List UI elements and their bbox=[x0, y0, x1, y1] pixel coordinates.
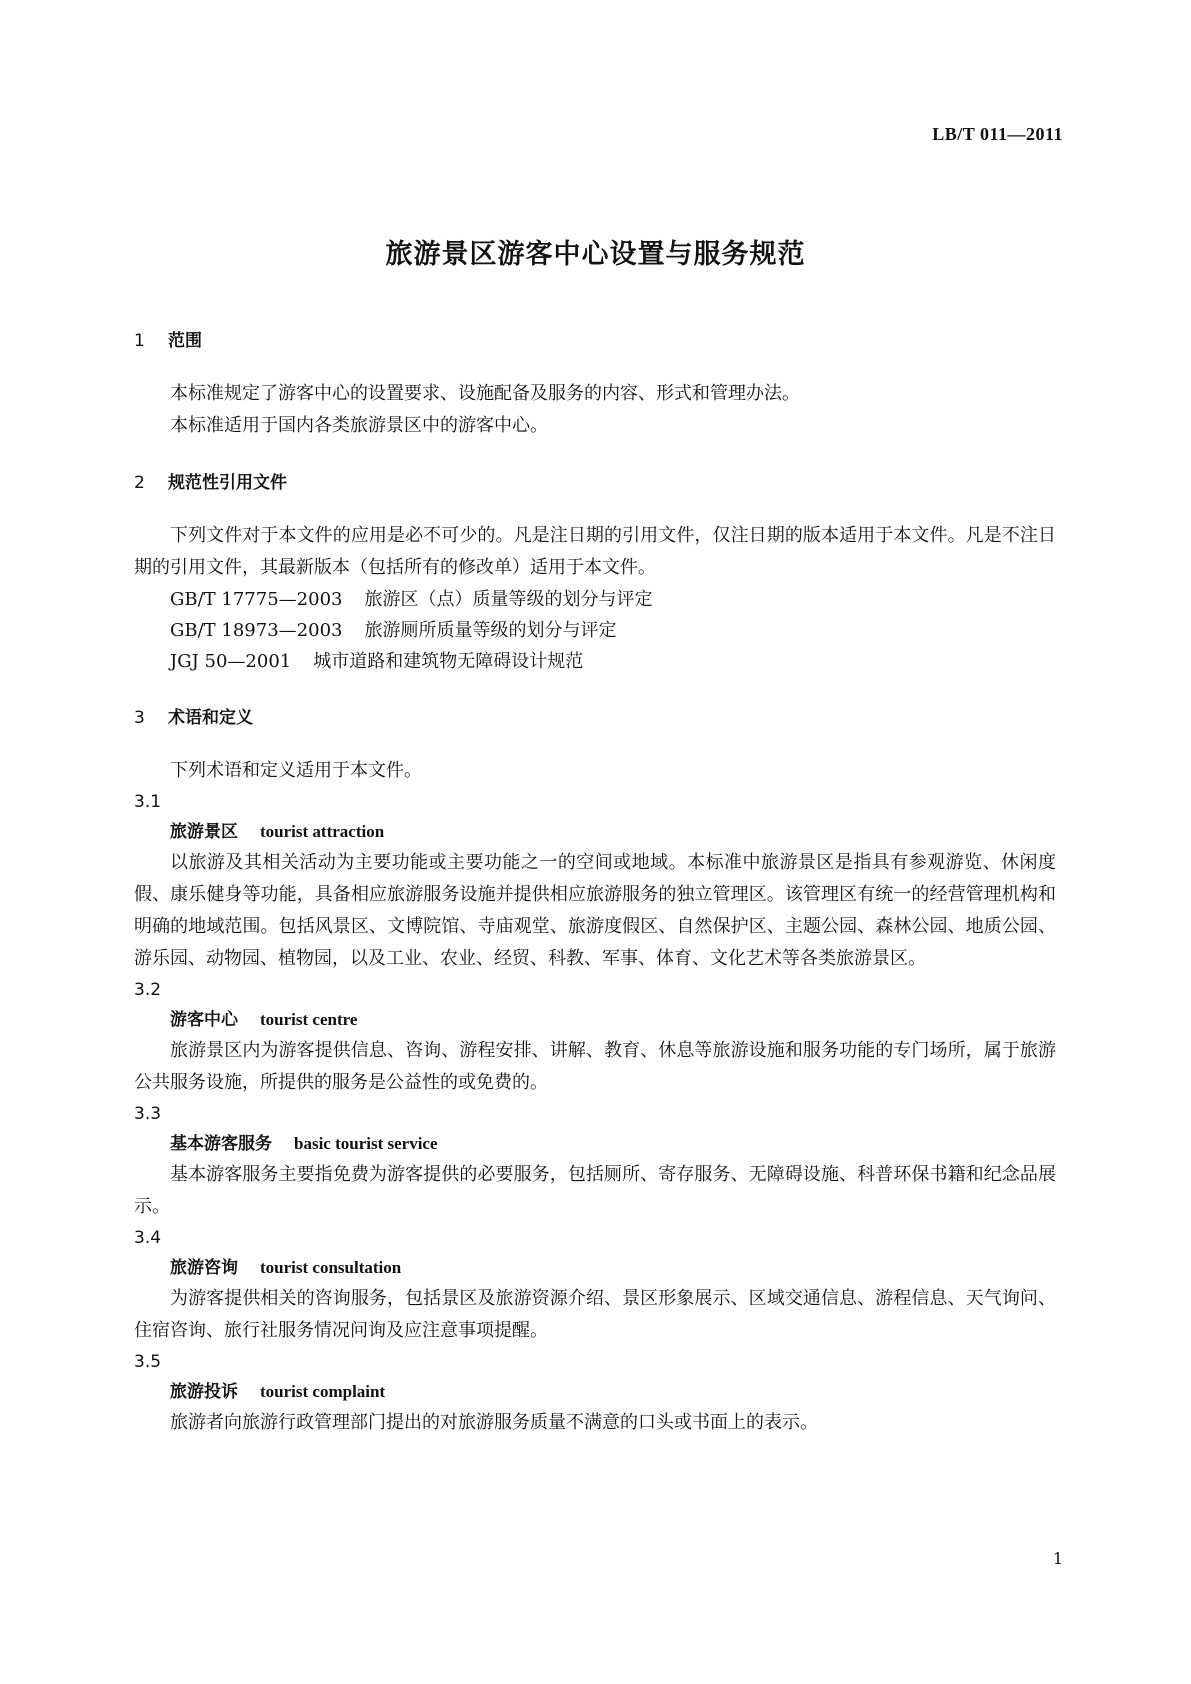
page-number: 1 bbox=[1052, 1549, 1063, 1568]
term-en: tourist centre bbox=[260, 1010, 358, 1029]
section-title: 范围 bbox=[168, 331, 202, 351]
section-heading bbox=[134, 707, 1056, 729]
term-number: 3.5 bbox=[134, 1352, 162, 1372]
section-title: 术语和定义 bbox=[168, 708, 253, 728]
section-number: 1 bbox=[134, 331, 145, 351]
section-scope bbox=[134, 330, 1056, 442]
term-entry bbox=[134, 1347, 1056, 1439]
term-number: 3.4 bbox=[134, 1228, 162, 1248]
section-heading bbox=[134, 330, 1056, 352]
term-definition: 为游客提供相关的咨询服务，包括景区及旅游资源介绍、景区形象展示、区域交通信息、游程信息、天气询问、住宿咨询、旅行社服务情况问询及应注意事项提醒。 bbox=[134, 1288, 1056, 1341]
reference-code: GB/T 17775—2003 bbox=[170, 589, 343, 610]
paragraph: 下列文件对于本文件的应用是必不可少的。凡是注日期的引用文件，仅注日期的版本适用于本文件。凡是不注日期的引用文件，其最新版本（包括所有的修改单）适用于本文件。 bbox=[134, 525, 1056, 578]
term-definition: 旅游者向旅游行政管理部门提出的对旅游服务质量不满意的口头或书面上的表示。 bbox=[170, 1412, 818, 1433]
reference-item bbox=[134, 584, 1056, 615]
paragraph: 下列术语和定义适用于本文件。 bbox=[170, 760, 422, 781]
reference-code: GB/T 18973—2003 bbox=[170, 620, 343, 641]
term-en: tourist complaint bbox=[260, 1382, 386, 1401]
reference-item bbox=[134, 646, 1056, 677]
section-normative-references bbox=[134, 472, 1056, 677]
reference-title: 城市道路和建筑物无障碍设计规范 bbox=[313, 651, 584, 672]
term-heading bbox=[134, 1005, 1056, 1035]
standard-code: LB/T 011—2011 bbox=[932, 124, 1063, 144]
section-number: 3 bbox=[134, 708, 145, 728]
paragraph: 本标准规定了游客中心的设置要求、设施配备及服务的内容、形式和管理办法。 bbox=[170, 383, 800, 404]
term-zh: 旅游投诉 bbox=[170, 1382, 238, 1402]
term-en: tourist consultation bbox=[260, 1258, 402, 1277]
reference-item bbox=[134, 615, 1056, 646]
term-number: 3.1 bbox=[134, 792, 162, 812]
section-number: 2 bbox=[134, 473, 145, 493]
term-zh: 旅游景区 bbox=[170, 822, 238, 842]
term-zh: 游客中心 bbox=[170, 1010, 238, 1030]
term-heading bbox=[134, 1253, 1056, 1283]
document-body bbox=[134, 330, 1056, 1439]
reference-title: 旅游区（点）质量等级的划分与评定 bbox=[364, 589, 653, 610]
reference-code: JGJ 50—2001 bbox=[170, 651, 292, 672]
term-zh: 旅游咨询 bbox=[170, 1258, 238, 1278]
term-entry bbox=[134, 1099, 1056, 1223]
term-heading bbox=[134, 1129, 1056, 1159]
term-definition: 基本游客服务主要指免费为游客提供的必要服务，包括厕所、寄存服务、无障碍设施、科普环保书籍和纪念品展示。 bbox=[134, 1164, 1056, 1217]
term-zh: 基本游客服务 bbox=[170, 1134, 272, 1154]
term-definition: 旅游景区内为游客提供信息、咨询、游程安排、讲解、教育、休息等旅游设施和服务功能的专门场所，属于旅游公共服务设施，所提供的服务是公益性的或免费的。 bbox=[134, 1040, 1056, 1093]
section-terms-and-definitions bbox=[134, 707, 1056, 1439]
term-number: 3.2 bbox=[134, 980, 162, 1000]
term-entry bbox=[134, 1223, 1056, 1347]
term-entry bbox=[134, 787, 1056, 975]
term-entry bbox=[134, 975, 1056, 1099]
paragraph: 本标准适用于国内各类旅游景区中的游客中心。 bbox=[170, 415, 548, 436]
section-title: 规范性引用文件 bbox=[168, 473, 287, 493]
section-heading bbox=[134, 472, 1056, 494]
term-en: tourist attraction bbox=[260, 822, 385, 841]
reference-title: 旅游厕所质量等级的划分与评定 bbox=[364, 620, 617, 641]
document-title: 旅游景区游客中心设置与服务规范 bbox=[385, 239, 806, 270]
term-en: basic tourist service bbox=[294, 1134, 438, 1153]
term-number: 3.3 bbox=[134, 1104, 162, 1124]
term-definition: 以旅游及其相关活动为主要功能或主要功能之一的空间或地域。本标准中旅游景区是指具有参观游览、休闲度假、康乐健身等功能，具备相应旅游服务设施并提供相应旅游服务的独立管理区。该管理区有统一的经营管理机构和明确的地域范围。包括风景区、文博院馆、寺庙观堂、旅游度假区、自然保护区、主题公园、森林公园、地质公园、游乐园、动物园、植物园，以及工业、农业、经贸、科教、军事、体育、文化艺术等各类旅游景区。 bbox=[134, 852, 1056, 969]
term-heading bbox=[134, 817, 1056, 847]
term-heading bbox=[134, 1377, 1056, 1407]
